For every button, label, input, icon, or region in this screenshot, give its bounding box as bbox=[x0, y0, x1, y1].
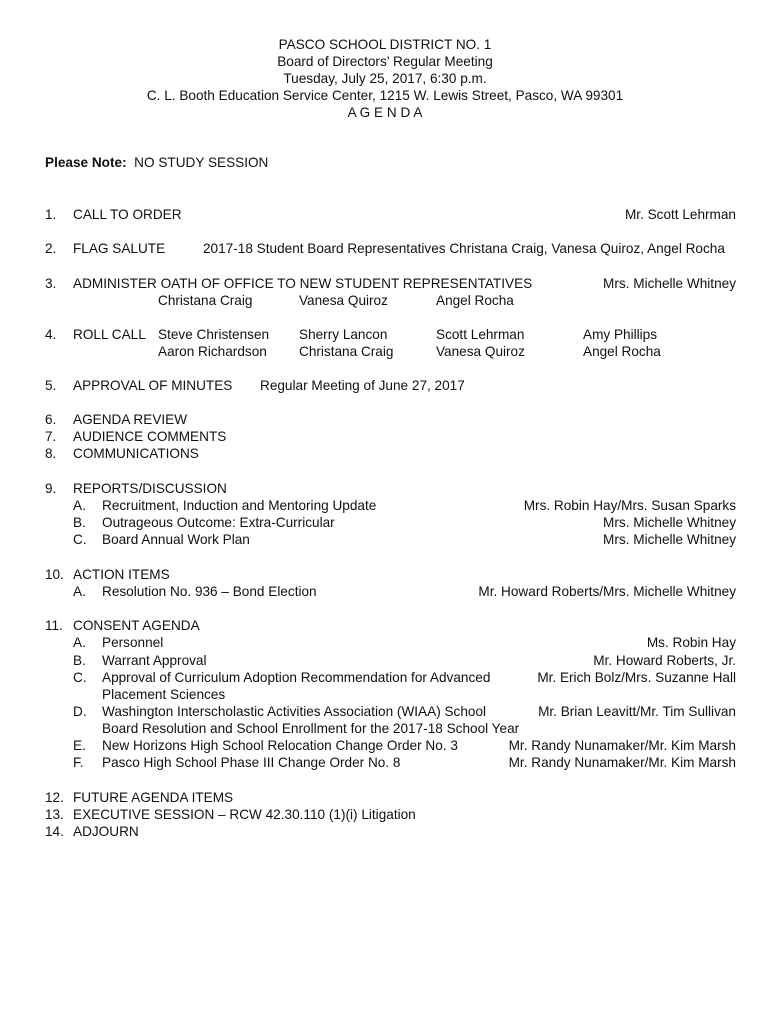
item-title: ROLL CALL bbox=[73, 327, 146, 342]
sub-item-text: Resolution No. 936 – Bond Election bbox=[102, 584, 317, 599]
sub-item-presenter: Mr. Erich Bolz/Mrs. Suzanne Hall bbox=[537, 670, 736, 685]
sub-letter: B. bbox=[73, 515, 86, 530]
sub-item-text: Recruitment, Induction and Mentoring Update bbox=[102, 498, 377, 513]
item-title: EXECUTIVE SESSION – RCW 42.30.110 (1)(i) Litigation bbox=[73, 807, 416, 822]
sub-letter: F. bbox=[73, 755, 84, 770]
item-title: CONSENT AGENDA bbox=[73, 618, 200, 633]
sub-item-text: Warrant Approval bbox=[102, 653, 207, 668]
item-title: ACTION ITEMS bbox=[73, 567, 170, 582]
item-number: 9. bbox=[45, 481, 57, 496]
item-presenter: Mr. Scott Lehrman bbox=[624, 207, 736, 222]
item-number: 14. bbox=[45, 824, 64, 839]
item-title: REPORTS/DISCUSSION bbox=[73, 481, 227, 496]
roll-call-name: Steve Christensen bbox=[158, 327, 270, 342]
sub-item-text-continued: Placement Sciences bbox=[102, 687, 226, 702]
sub-item-text: Board Annual Work Plan bbox=[102, 532, 250, 547]
item-title: CALL TO ORDER bbox=[73, 207, 182, 222]
sub-item-text: New Horizons High School Relocation Change Order No. 3 bbox=[102, 738, 458, 753]
item-detail: 2017-18 Student Board Representatives Christana Craig, Vanesa Quiroz, Angel Rocha bbox=[203, 241, 725, 256]
item-number: 7. bbox=[45, 429, 57, 444]
item-number: 6. bbox=[45, 412, 57, 427]
roll-call-name: Christana Craig bbox=[299, 344, 394, 359]
sub-letter: B. bbox=[73, 653, 86, 668]
item-number: 5. bbox=[45, 378, 57, 393]
study-session-note bbox=[45, 154, 268, 171]
sub-item-presenter: Mr. Howard Roberts/Mrs. Michelle Whitney bbox=[478, 584, 736, 599]
item-title: ADJOURN bbox=[73, 824, 139, 839]
item-number: 11. bbox=[45, 618, 63, 633]
item-number: 4. bbox=[45, 327, 57, 342]
item-number: 2. bbox=[45, 241, 57, 256]
sub-letter: A. bbox=[73, 584, 86, 599]
roll-call-name: Angel Rocha bbox=[583, 344, 661, 359]
note-label: Please Note: bbox=[45, 155, 127, 170]
item-title: APPROVAL OF MINUTES bbox=[73, 378, 233, 393]
item-title: COMMUNICATIONS bbox=[73, 446, 199, 461]
sub-item-text: Approval of Curriculum Adoption Recommendation for Advanced bbox=[102, 670, 491, 685]
roll-call-name: Amy Phillips bbox=[583, 327, 658, 342]
student-rep-name: Vanesa Quiroz bbox=[299, 293, 388, 308]
sub-letter: D. bbox=[73, 704, 87, 719]
agenda-header bbox=[0, 36, 770, 121]
sub-letter: A. bbox=[73, 635, 86, 650]
meeting-location: C. L. Booth Education Service Center, 1215 W. Lewis Street, Pasco, WA 99301 bbox=[146, 88, 624, 103]
item-title: FLAG SALUTE bbox=[73, 241, 166, 256]
roll-call-name: Vanesa Quiroz bbox=[436, 344, 525, 359]
item-presenter: Mrs. Michelle Whitney bbox=[603, 276, 736, 291]
student-rep-name: Angel Rocha bbox=[436, 293, 514, 308]
sub-item-presenter: Mr. Randy Nunamaker/Mr. Kim Marsh bbox=[508, 738, 736, 753]
sub-letter: C. bbox=[73, 532, 87, 547]
item-number: 12. bbox=[45, 790, 64, 805]
sub-item-presenter: Ms. Robin Hay bbox=[646, 635, 736, 650]
sub-item-text: Outrageous Outcome: Extra-Curricular bbox=[102, 515, 335, 530]
roll-call-name: Sherry Lancon bbox=[299, 327, 388, 342]
item-number: 3. bbox=[45, 276, 57, 291]
sub-letter: C. bbox=[73, 670, 87, 685]
item-title: FUTURE AGENDA ITEMS bbox=[73, 790, 234, 805]
item-title: AGENDA REVIEW bbox=[73, 412, 188, 427]
student-rep-name: Christana Craig bbox=[158, 293, 253, 308]
item-title: AUDIENCE COMMENTS bbox=[73, 429, 227, 444]
sub-item-text: Washington Interscholastic Activities Association (WIAA) School bbox=[102, 704, 487, 719]
meeting-date: Tuesday, July 25, 2017, 6:30 p.m. bbox=[283, 71, 487, 86]
sub-letter: E. bbox=[73, 738, 86, 753]
note-text: NO STUDY SESSION bbox=[134, 155, 269, 170]
item-number: 10. bbox=[45, 567, 64, 582]
sub-item-presenter: Mr. Randy Nunamaker/Mr. Kim Marsh bbox=[508, 755, 736, 770]
meeting-type: Board of Directors’ Regular Meeting bbox=[277, 54, 493, 69]
sub-item-presenter: Mr. Brian Leavitt/Mr. Tim Sullivan bbox=[538, 704, 736, 719]
agenda-title: A G E N D A bbox=[347, 105, 423, 120]
item-number: 13. bbox=[45, 807, 64, 822]
roll-call-name: Scott Lehrman bbox=[436, 327, 525, 342]
sub-item-presenter: Mrs. Michelle Whitney bbox=[603, 515, 736, 530]
item-detail: Regular Meeting of June 27, 2017 bbox=[260, 378, 465, 393]
sub-item-presenter: Mrs. Robin Hay/Mrs. Susan Sparks bbox=[523, 498, 736, 513]
sub-item-text-continued: Board Resolution and School Enrollment for the 2017-18 School Year bbox=[102, 721, 520, 736]
sub-item-presenter: Mr. Howard Roberts, Jr. bbox=[593, 653, 736, 668]
item-number: 8. bbox=[45, 446, 57, 461]
sub-item-text: Personnel bbox=[102, 635, 164, 650]
item-number: 1. bbox=[45, 207, 57, 222]
sub-item-presenter: Mrs. Michelle Whitney bbox=[603, 532, 736, 547]
sub-letter: A. bbox=[73, 498, 86, 513]
district-name: PASCO SCHOOL DISTRICT NO. 1 bbox=[278, 37, 492, 52]
roll-call-name: Aaron Richardson bbox=[158, 344, 267, 359]
sub-item-text: Pasco High School Phase III Change Order No. 8 bbox=[102, 755, 401, 770]
item-title: ADMINISTER OATH OF OFFICE TO NEW STUDENT REPRESENTATIVES bbox=[73, 276, 533, 291]
